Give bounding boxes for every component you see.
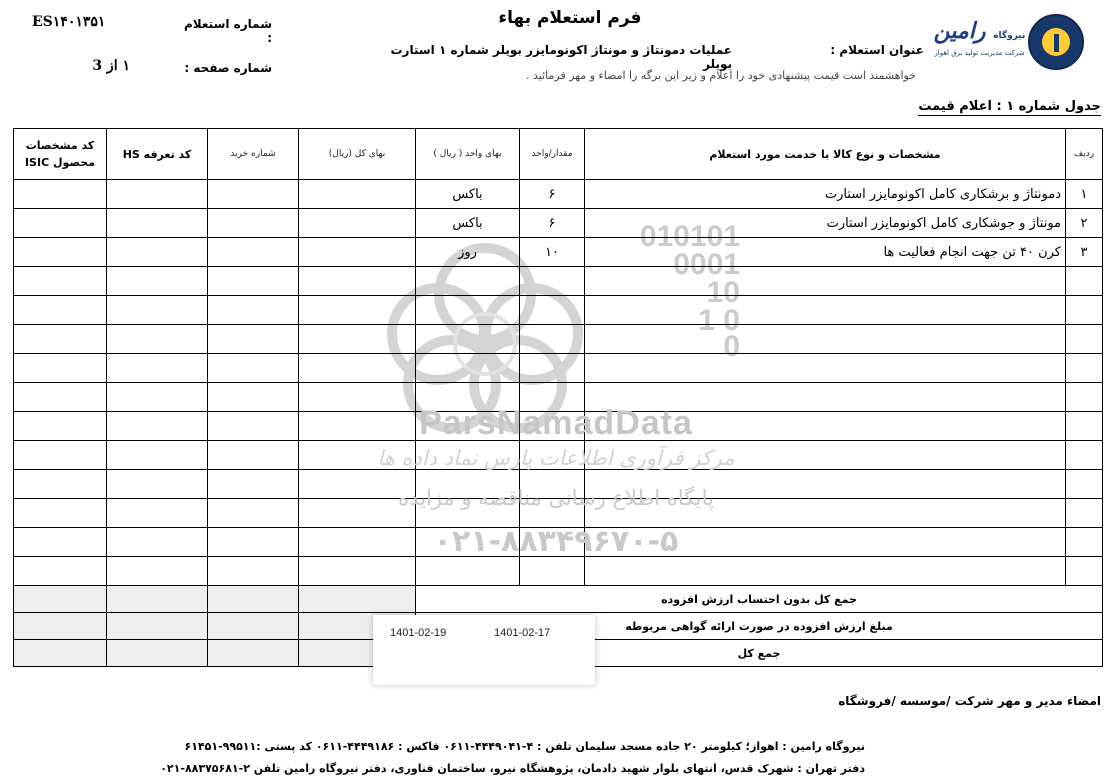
empty-row <box>14 499 1103 528</box>
company-emblem-icon <box>1028 14 1084 70</box>
table-header-row <box>14 129 1103 180</box>
inquiry-number: ES۱۴۰۱۳۵۱ <box>32 14 106 30</box>
request-text: خواهشمند است قیمت پیشنهادی خود را اعلام و زیر این برگه را امضاء و مهر فرمائید . <box>525 69 916 82</box>
subject-text: عملیات دمونتاژ و مونتاژ اکونومایزر بویلر شماره ۱ استارت بویلر <box>390 43 732 71</box>
row-purchase-number[interactable] <box>208 180 299 209</box>
form-title: فرم استعلام بهاء <box>498 8 642 28</box>
empty-row <box>14 267 1103 296</box>
table-row <box>14 180 1103 209</box>
watermark-binary-4: 1 0 <box>698 304 740 337</box>
row-purchase-number[interactable] <box>208 209 299 238</box>
row-hs-code[interactable] <box>107 209 208 238</box>
row-unit: روز <box>416 238 520 267</box>
signature-label: امضاء مدیر و مهر شرکت /موسسه /فروشگاه <box>838 694 1101 708</box>
header-hs-code: کد تعرفه HS <box>107 129 208 180</box>
watermark-binary-3: 10 <box>706 276 740 309</box>
grand-total-label: جمع کل <box>416 640 1103 667</box>
row-description: دمونتاژ و برشکاری کامل اکونومایزر استارت <box>585 180 1066 209</box>
row-quantity: ۶ <box>520 180 585 209</box>
row-total-price[interactable] <box>299 209 416 238</box>
row-unit: باکس <box>416 180 520 209</box>
address-tehran: دفتر تهران : شهرک قدس، انتهای بلوار شهید دادمان، پژوهشگاه نیرو، ساختمان فناوری، دفتر نیروگاه رامین تلفن ۲-۸۸۳۷۵۶۸۱-۰۲۱ <box>160 762 865 775</box>
row-total-price[interactable] <box>299 180 416 209</box>
empty-row <box>14 557 1103 586</box>
header-purchase-number: شماره خرید <box>208 129 299 180</box>
logo-brand: رامین <box>933 19 986 44</box>
row-number: ۱ <box>1066 180 1103 209</box>
page-number: ۱ از 3 <box>92 58 130 74</box>
header-isic-code: کد مشخصات محصول ISIC <box>14 129 107 180</box>
empty-row <box>14 470 1103 499</box>
watermark-line-1: مرکز فرآوری اطلاعات پارس نماد داده ها <box>377 446 735 470</box>
empty-row <box>14 441 1103 470</box>
header-row-number: ردیف <box>1066 129 1103 180</box>
company-logo <box>932 20 1027 58</box>
row-number: ۳ <box>1066 238 1103 267</box>
logo-brand-prefix: نیروگاه <box>993 31 1026 41</box>
table-row <box>14 238 1103 267</box>
row-hs-code[interactable] <box>107 238 208 267</box>
row-description: مونتاژ و جوشکاری کامل اکونومایزر استارت <box>585 209 1066 238</box>
watermark-binary-1: 010101 <box>639 220 740 253</box>
header-unit-price: بهای واحد ( ریال ) <box>416 129 520 180</box>
address-ahvaz: نیروگاه رامین : اهواز؛ کیلومتر ۲۰ جاده مسجد سلیمان تلفن : ۴-۴۴۴۹۰۴۱-۰۶۱۱ فاکس : ۴۴۴۹۱۸۶-۰۶۱۱ کد پستی :۹۹۵۱۱-۶۱۴۵۱ <box>184 740 865 753</box>
table-row <box>14 209 1103 238</box>
row-hs-code[interactable] <box>107 180 208 209</box>
start-date: 1401-02-17 <box>494 627 551 639</box>
empty-row <box>14 383 1103 412</box>
row-quantity: ۱۰ <box>520 238 585 267</box>
price-table <box>13 128 1103 667</box>
row-isic-code[interactable] <box>14 209 107 238</box>
row-purchase-number[interactable] <box>208 238 299 267</box>
watermark-binary-5: 0 <box>723 330 740 363</box>
row-unit: باکس <box>416 209 520 238</box>
subject-label: عنوان استعلام : <box>830 43 924 57</box>
row-description: کرن ۴۰ تن جهت انجام فعالیت ها <box>585 238 1066 267</box>
watermark-line-2: پایگاه اطلاع رسانی مناقصه و مزایده <box>398 486 714 510</box>
table-caption: جدول شماره ۱ : اعلام قیمت <box>918 99 1101 114</box>
row-quantity: ۶ <box>520 209 585 238</box>
row-isic-code[interactable] <box>14 180 107 209</box>
header-total-price: بهای کل (ریال) <box>299 129 416 180</box>
total-without-vat-label: جمع کل بدون احتساب ارزش افزوده <box>416 586 1103 613</box>
vat-label: مبلغ ارزش افزوده در صورت ارائه گواهی مربوطه <box>416 613 1103 640</box>
row-total-price[interactable] <box>299 238 416 267</box>
header-quantity-unit: مقدار/واحد <box>520 129 585 180</box>
empty-row <box>14 296 1103 325</box>
watermark-brand: ParsNamadData <box>419 404 693 442</box>
date-box <box>373 615 595 685</box>
empty-row <box>14 412 1103 441</box>
watermark-binary-2: 0001 <box>673 248 740 281</box>
row-number: ۲ <box>1066 209 1103 238</box>
row-isic-code[interactable] <box>14 238 107 267</box>
end-date: 1401-02-19 <box>390 627 447 639</box>
logo-company: شرکت مدیریت تولید برق اهواز <box>934 49 1025 57</box>
total-without-vat-value[interactable] <box>299 586 416 613</box>
empty-row <box>14 528 1103 557</box>
page-number-label: شماره صفحه : <box>184 61 272 75</box>
empty-row <box>14 325 1103 354</box>
header-description: مشخصات و نوع کالا با خدمت مورد استعلام <box>585 129 1066 180</box>
total-without-vat-row <box>14 586 1103 613</box>
watermark-phone: ۰۲۱-۸۸۳۴۹۶۷۰-۵ <box>433 524 679 559</box>
inquiry-number-label: شماره استعلام : <box>183 17 272 45</box>
empty-row <box>14 354 1103 383</box>
